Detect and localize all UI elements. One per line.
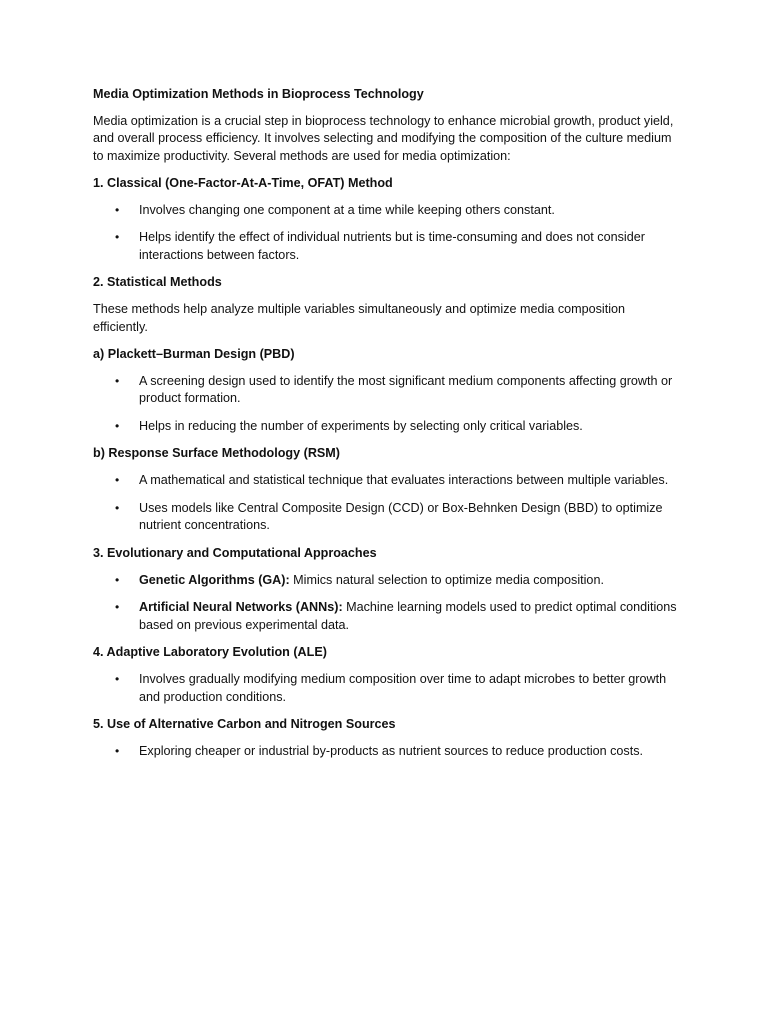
document-title: Media Optimization Methods in Bioprocess Technology	[93, 87, 424, 101]
subsection-heading-rsm: b) Response Surface Methodology (RSM)	[93, 446, 340, 460]
list-item	[93, 229, 683, 264]
list-item-term: Genetic Algorithms (GA):	[139, 572, 290, 587]
alternative-sources-bullet-list	[93, 743, 683, 761]
list-item	[93, 373, 683, 408]
bullet-icon: •	[115, 230, 120, 244]
bullet-icon: •	[115, 418, 120, 433]
ale-bullet-list	[93, 671, 683, 706]
list-item-text: Helps in reducing the number of experiments by selecting only critical variables.	[139, 418, 583, 433]
list-item-text: A mathematical and statistical technique that evaluates interactions between multiple variables.	[139, 473, 669, 487]
list-item	[93, 572, 683, 590]
list-item-text: Machine learning models used to predict optimal conditions based on previous experimental data.	[139, 600, 677, 632]
list-item-text: A screening design used to identify the most significant medium components affecting growth or product formation.	[139, 373, 673, 405]
computational-bullet-list	[93, 572, 683, 635]
document-page	[93, 86, 683, 771]
section-heading-ale: 4. Adaptive Laboratory Evolution (ALE)	[93, 645, 327, 659]
list-item-text: Involves gradually modifying medium composition over time to adapt microbes to better growth and production conditions.	[139, 672, 667, 704]
list-item-text: Involves changing one component at a time while keeping others constant.	[139, 202, 555, 217]
list-item	[93, 671, 683, 706]
list-item-term: Artificial Neural Networks (ANNs):	[139, 600, 343, 614]
bullet-icon: •	[115, 373, 120, 388]
statistical-paragraph: These methods help analyze multiple variables simultaneously and optimize media composition efficiently.	[93, 302, 626, 334]
bullet-icon: •	[115, 600, 120, 614]
list-item-text: Exploring cheaper or industrial by-products as nutrient sources to reduce production costs.	[139, 744, 644, 758]
bullet-icon: •	[115, 572, 120, 587]
section-heading-statistical: 2. Statistical Methods	[93, 275, 222, 289]
bullet-icon: •	[115, 202, 120, 217]
bullet-icon: •	[115, 473, 120, 487]
list-item	[93, 500, 683, 535]
intro-paragraph: Media optimization is a crucial step in bioprocess technology to enhance microbial growth, product yield, and overall process efficiency. It involves selecting and modifying the composition of the culture medium to maximize productivity. Several methods are used for media optimization:	[93, 113, 674, 163]
list-item	[93, 472, 683, 490]
list-item	[93, 418, 683, 436]
section-heading-alternative-sources: 5. Use of Alternative Carbon and Nitrogen Sources	[93, 717, 396, 731]
list-item	[93, 202, 683, 220]
list-item	[93, 743, 683, 761]
rsm-bullet-list	[93, 472, 683, 535]
section-heading-computational: 3. Evolutionary and Computational Approaches	[93, 545, 377, 560]
bullet-icon: •	[115, 672, 120, 686]
list-item-text: Helps identify the effect of individual nutrients but is time-consuming and does not consider interactions between factors.	[139, 230, 645, 262]
bullet-icon: •	[115, 500, 120, 515]
bullet-icon: •	[115, 744, 120, 758]
section-heading-ofat: 1. Classical (One-Factor-At-A-Time, OFAT) Method	[93, 175, 393, 190]
list-item-text: Mimics natural selection to optimize media composition.	[289, 572, 604, 587]
subsection-heading-pbd: a) Plackett–Burman Design (PBD)	[93, 346, 295, 361]
ofat-bullet-list	[93, 202, 683, 265]
list-item-text: Uses models like Central Composite Design (CCD) or Box-Behnken Design (BBD) to optimize nutrient concentrations.	[139, 500, 663, 532]
pbd-bullet-list	[93, 373, 683, 436]
list-item	[93, 599, 683, 634]
